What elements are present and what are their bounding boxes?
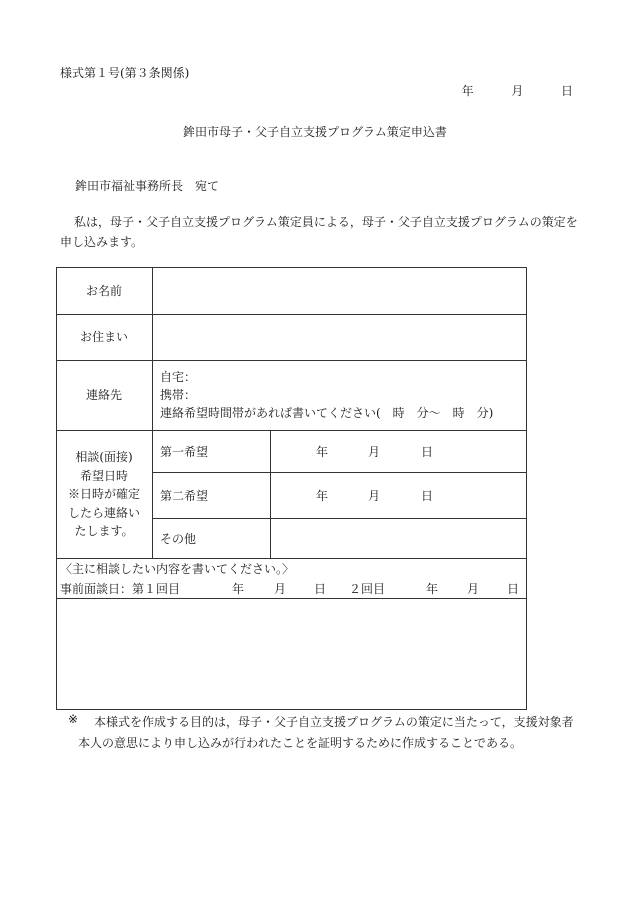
other-choice-label: その他	[160, 532, 197, 546]
consult-label-line: たします。	[74, 524, 134, 538]
note-mark: ※	[68, 712, 79, 726]
date-line	[462, 82, 573, 99]
consult-label-line: ※日時が確定	[67, 487, 140, 501]
pre-interview-1-day: 日	[314, 582, 327, 596]
contact-mobile-field[interactable]: 携帯：	[160, 388, 197, 402]
name-label: お名前	[85, 283, 122, 298]
pre-interview-second-label: ２回目	[349, 582, 386, 596]
second-choice-year[interactable]: 年	[316, 489, 329, 503]
note-text: 本様式を作成する目的は，母子・父子自立支援プログラムの策定に当たって，支援対象者本人の意思により申し込みが行われたことを証明するために作成することである。	[78, 715, 574, 750]
first-choice-day[interactable]: 日	[421, 445, 434, 459]
row-divider	[56, 558, 527, 559]
first-choice-label: 第一希望	[160, 445, 209, 459]
addressee: 鉾田市福祉事務所長 宛て	[75, 179, 220, 193]
consult-label-line: 相談(面接)	[75, 450, 133, 464]
first-choice-year[interactable]: 年	[316, 445, 329, 459]
pre-interview-1-year: 年	[232, 582, 245, 596]
contact-time-field[interactable]: 連絡希望時間帯があれば書いてください( 時 分～ 時 分)	[160, 406, 494, 420]
document-title: 鉾田市母子・父子自立支援プログラム策定申込書	[183, 125, 447, 139]
pre-interview-2-month: 月	[467, 582, 480, 596]
first-choice-month[interactable]: 月	[368, 445, 381, 459]
date-year: 年	[461, 84, 474, 98]
date-day: 日	[560, 84, 573, 98]
consult-label-line: したら連絡い	[67, 505, 140, 520]
contact-home-field[interactable]: 自宅：	[160, 370, 197, 384]
intro-paragraph: 私は，母子・父子自立支援プログラム策定員による，母子・父子自立支援プログラムの策定を申し込みます。	[60, 215, 578, 249]
second-choice-day[interactable]: 日	[421, 489, 434, 503]
pre-interview-2-day: 日	[507, 582, 520, 596]
row-divider	[56, 430, 527, 431]
pre-interview-1-month: 月	[274, 582, 287, 596]
consult-content-field[interactable]	[57, 599, 526, 709]
consult-label	[56, 448, 152, 541]
form-number: 様式第１号(第３条関係)	[60, 66, 190, 80]
consult-content-label: 〈主に相談したい内容を書いてください。〉	[60, 562, 295, 576]
row-divider	[152, 472, 527, 473]
second-choice-month[interactable]: 月	[368, 489, 381, 503]
contact-label: 連絡先	[85, 388, 122, 402]
other-choice-field[interactable]	[271, 519, 526, 558]
pre-interview-label: 事前面談日：第１回目	[60, 582, 181, 596]
consult-label-line: 希望日時	[79, 468, 128, 483]
date-month: 月	[511, 84, 524, 98]
name-field[interactable]	[153, 268, 526, 314]
address-field[interactable]	[153, 315, 526, 360]
address-label: お住まい	[79, 330, 128, 344]
pre-interview-2-year: 年	[426, 582, 439, 596]
second-choice-label: 第二希望	[160, 489, 209, 503]
